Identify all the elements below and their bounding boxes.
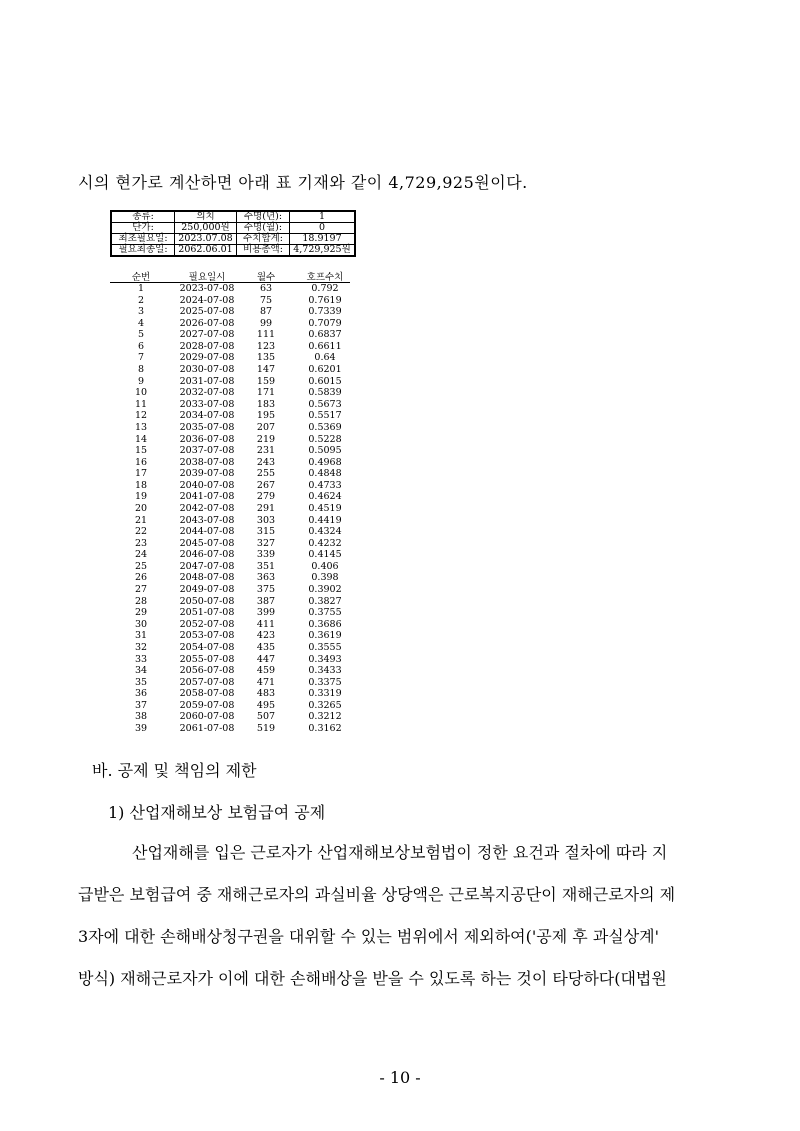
- row-date: 2043-07-08: [179, 514, 235, 526]
- row-seq: 23: [134, 537, 148, 549]
- row-seq: 30: [134, 618, 148, 630]
- table-row: [110, 352, 350, 364]
- row-coefficient: 0.7619: [308, 294, 342, 306]
- column-header: 필요일시: [188, 272, 226, 283]
- table-row: [110, 607, 350, 619]
- row-date: 2056-07-08: [179, 665, 235, 677]
- table-row: [110, 665, 350, 677]
- row-coefficient: 0.3902: [308, 584, 342, 596]
- row-months: 387: [256, 595, 276, 607]
- row-coefficient: 0.5095: [308, 445, 342, 457]
- row-seq: 20: [134, 502, 148, 514]
- table-row: [110, 306, 350, 318]
- table-row: [110, 572, 350, 584]
- table-row: [110, 318, 350, 330]
- row-seq: 8: [137, 364, 145, 376]
- row-seq: 25: [134, 560, 148, 572]
- row-date: 2041-07-08: [179, 491, 235, 503]
- row-months: 207: [256, 421, 276, 433]
- paragraph-line: 방식) 재해근로자가 이에 대한 손해배상을 받을 수 있도록 하는 것이 타당하다(대법원: [78, 969, 667, 988]
- table-row: [110, 642, 350, 654]
- row-date: 2052-07-08: [179, 618, 235, 630]
- row-seq: 11: [134, 398, 148, 410]
- row-date: 2029-07-08: [179, 352, 235, 364]
- row-months: 435: [256, 641, 276, 653]
- row-seq: 14: [134, 433, 148, 445]
- row-coefficient: 0.792: [311, 283, 339, 294]
- summary-cell: 필요최종일:: [111, 245, 175, 257]
- row-seq: 6: [137, 340, 145, 352]
- row-coefficient: 0.6611: [308, 340, 342, 352]
- summary-cell: 수명(년):: [237, 211, 290, 223]
- table-row: [110, 457, 350, 469]
- row-coefficient: 0.4232: [308, 537, 342, 549]
- table-row: [110, 584, 350, 596]
- row-seq: 5: [137, 329, 145, 341]
- table-row: [110, 491, 350, 503]
- row-date: 2024-07-08: [179, 294, 235, 306]
- row-months: 111: [256, 329, 276, 341]
- summary-cell: 수명(월):: [237, 223, 290, 234]
- row-date: 2055-07-08: [179, 653, 235, 665]
- row-date: 2048-07-08: [179, 572, 235, 584]
- row-months: 351: [256, 560, 276, 572]
- table-row: [110, 422, 350, 434]
- row-date: 2044-07-08: [179, 526, 235, 538]
- row-date: 2031-07-08: [179, 375, 235, 387]
- row-seq: 38: [134, 711, 148, 723]
- row-months: 147: [256, 364, 276, 376]
- table-row: [110, 480, 350, 492]
- row-date: 2054-07-08: [179, 641, 235, 653]
- row-date: 2038-07-08: [179, 456, 235, 468]
- row-seq: 24: [134, 549, 148, 561]
- table-row: [110, 376, 350, 388]
- row-coefficient: 0.3212: [308, 711, 342, 723]
- row-months: 135: [256, 352, 276, 364]
- row-coefficient: 0.4624: [308, 491, 342, 503]
- row-months: 459: [256, 665, 276, 677]
- table-row: [110, 410, 350, 422]
- summary-cell: 의치: [175, 211, 237, 223]
- summary-table: [110, 210, 356, 257]
- row-months: 279: [256, 491, 276, 503]
- row-coefficient: 0.3827: [308, 595, 342, 607]
- row-coefficient: 0.3433: [308, 665, 342, 677]
- row-months: 63: [259, 283, 273, 294]
- row-months: 339: [256, 549, 276, 561]
- row-seq: 19: [134, 491, 148, 503]
- summary-cell: 0: [290, 223, 356, 234]
- row-date: 2053-07-08: [179, 630, 235, 642]
- row-months: 495: [256, 699, 276, 711]
- section-heading: 바. 공제 및 책임의 제한: [92, 761, 257, 780]
- row-seq: 22: [134, 526, 148, 538]
- row-months: 231: [256, 445, 276, 457]
- row-date: 2039-07-08: [179, 468, 235, 480]
- row-coefficient: 0.6201: [308, 364, 342, 376]
- row-date: 2040-07-08: [179, 479, 235, 491]
- row-date: 2060-07-08: [179, 711, 235, 723]
- table-row: [110, 515, 350, 527]
- row-seq: 7: [137, 352, 145, 364]
- paragraph-line: 급받은 보험급여 중 재해근로자의 과실비율 상당액은 근로복지공단이 재해근로자의 제: [78, 885, 676, 904]
- row-date: 2059-07-08: [179, 699, 235, 711]
- row-coefficient: 0.6837: [308, 329, 342, 341]
- summary-cell: 종류:: [111, 211, 175, 223]
- row-seq: 36: [134, 688, 148, 700]
- table-row: [110, 468, 350, 480]
- row-months: 183: [256, 398, 276, 410]
- table-row: [110, 688, 350, 700]
- summary-cell: 2062.06.01: [175, 245, 237, 257]
- row-coefficient: 0.3162: [308, 722, 342, 734]
- row-coefficient: 0.3493: [308, 653, 342, 665]
- row-seq: 27: [134, 584, 148, 596]
- row-coefficient: 0.3319: [308, 688, 342, 700]
- table-row: [110, 364, 350, 376]
- row-date: 2047-07-08: [179, 560, 235, 572]
- row-months: 303: [256, 514, 276, 526]
- row-months: 483: [256, 688, 276, 700]
- row-seq: 12: [134, 410, 148, 422]
- row-seq: 3: [137, 306, 145, 318]
- row-coefficient: 0.4733: [308, 479, 342, 491]
- row-seq: 21: [134, 514, 148, 526]
- summary-row: [111, 211, 355, 223]
- row-months: 219: [256, 433, 276, 445]
- table-row: [110, 503, 350, 515]
- row-coefficient: 0.3686: [308, 618, 342, 630]
- row-months: 375: [256, 584, 276, 596]
- row-coefficient: 0.3619: [308, 630, 342, 642]
- row-date: 2057-07-08: [179, 676, 235, 688]
- summary-cell: 수치합계:: [237, 234, 290, 245]
- row-date: 2032-07-08: [179, 387, 235, 399]
- row-coefficient: 0.6015: [308, 375, 342, 387]
- summary-cell: 18.9197: [290, 234, 356, 245]
- row-seq: 26: [134, 572, 148, 584]
- summary-cell: 2023.07.08: [175, 234, 237, 245]
- row-date: 2050-07-08: [179, 595, 235, 607]
- row-date: 2025-07-08: [179, 306, 235, 318]
- row-date: 2051-07-08: [179, 607, 235, 619]
- row-date: 2026-07-08: [179, 317, 235, 329]
- summary-cell: 비용총액:: [237, 245, 290, 257]
- row-coefficient: 0.64: [314, 352, 336, 364]
- row-months: 75: [259, 294, 273, 306]
- row-coefficient: 0.4968: [308, 456, 342, 468]
- table-row: [110, 619, 350, 631]
- row-seq: 33: [134, 653, 148, 665]
- row-date: 2058-07-08: [179, 688, 235, 700]
- row-coefficient: 0.4324: [308, 526, 342, 538]
- row-date: 2030-07-08: [179, 364, 235, 376]
- row-months: 471: [256, 676, 276, 688]
- row-coefficient: 0.7339: [308, 306, 342, 318]
- table-row: [110, 399, 350, 411]
- column-header: 순번: [131, 272, 151, 283]
- row-seq: 4: [137, 317, 145, 329]
- row-months: 291: [256, 502, 276, 514]
- row-months: 171: [256, 387, 276, 399]
- row-coefficient: 0.4848: [308, 468, 342, 480]
- row-seq: 31: [134, 630, 148, 642]
- row-coefficient: 0.5369: [308, 421, 342, 433]
- row-coefficient: 0.3375: [308, 676, 342, 688]
- page-number: - 10 -: [379, 1068, 421, 1087]
- row-months: 327: [256, 537, 276, 549]
- row-coefficient: 0.5839: [308, 387, 342, 399]
- row-months: 399: [256, 607, 276, 619]
- row-seq: 34: [134, 665, 148, 677]
- row-date: 2036-07-08: [179, 433, 235, 445]
- summary-row: [111, 245, 355, 257]
- table-row: [110, 700, 350, 712]
- row-months: 243: [256, 456, 276, 468]
- subsection-heading: 1) 산업재해보상 보험급여 공제: [108, 803, 326, 822]
- row-seq: 18: [134, 479, 148, 491]
- summary-cell: 4,729,925원: [290, 245, 356, 257]
- schedule-header: [110, 269, 350, 283]
- row-coefficient: 0.5228: [308, 433, 342, 445]
- summary-cell: 단가:: [111, 223, 175, 234]
- row-months: 195: [256, 410, 276, 422]
- row-coefficient: 0.3555: [308, 641, 342, 653]
- row-date: 2033-07-08: [179, 398, 235, 410]
- table-row: [110, 549, 350, 561]
- row-seq: 37: [134, 699, 148, 711]
- summary-cell: 250,000원: [175, 223, 237, 234]
- row-seq: 32: [134, 641, 148, 653]
- row-coefficient: 0.5517: [308, 410, 342, 422]
- table-row: [110, 654, 350, 666]
- row-date: 2034-07-08: [179, 410, 235, 422]
- row-seq: 13: [134, 421, 148, 433]
- column-header: 호프수치: [306, 272, 344, 283]
- row-date: 2049-07-08: [179, 584, 235, 596]
- row-coefficient: 0.4145: [308, 549, 342, 561]
- row-months: 411: [256, 618, 276, 630]
- table-row: [110, 538, 350, 550]
- row-months: 315: [256, 526, 276, 538]
- schedule-table: [110, 283, 350, 735]
- row-date: 2023-07-08: [179, 283, 235, 294]
- row-seq: 10: [134, 387, 148, 399]
- row-coefficient: 0.4419: [308, 514, 342, 526]
- row-coefficient: 0.3265: [308, 699, 342, 711]
- table-row: [110, 596, 350, 608]
- row-seq: 17: [134, 468, 148, 480]
- row-seq: 35: [134, 676, 148, 688]
- paragraph-line: 산업재해를 입은 근로자가 산업재해보상보험법이 정한 요건과 절차에 따라 지: [132, 843, 668, 862]
- row-seq: 15: [134, 445, 148, 457]
- table-row: [110, 526, 350, 538]
- table-row: [110, 630, 350, 642]
- row-seq: 28: [134, 595, 148, 607]
- row-seq: 29: [134, 607, 148, 619]
- column-header: 월수: [256, 272, 276, 283]
- table-row: [110, 445, 350, 457]
- table-row: [110, 434, 350, 446]
- table-row: [110, 677, 350, 689]
- table-row: [110, 329, 350, 341]
- row-date: 2027-07-08: [179, 329, 235, 341]
- row-coefficient: 0.3755: [308, 607, 342, 619]
- row-coefficient: 0.4519: [308, 502, 342, 514]
- row-seq: 9: [137, 375, 145, 387]
- row-date: 2035-07-08: [179, 421, 235, 433]
- paragraph-line: 3자에 대한 손해배상청구권을 대위할 수 있는 범위에서 제외하여('공제 후 과실상계': [78, 927, 660, 946]
- row-coefficient: 0.406: [311, 560, 339, 572]
- row-seq: 2: [137, 294, 145, 306]
- row-months: 159: [256, 375, 276, 387]
- summary-row: [111, 234, 355, 245]
- table-row: [110, 387, 350, 399]
- row-date: 2037-07-08: [179, 445, 235, 457]
- row-months: 519: [256, 722, 276, 734]
- row-months: 447: [256, 653, 276, 665]
- table-row: [110, 341, 350, 353]
- row-seq: 39: [134, 722, 148, 734]
- row-months: 423: [256, 630, 276, 642]
- summary-row: [111, 223, 355, 234]
- row-date: 2046-07-08: [179, 549, 235, 561]
- row-months: 363: [256, 572, 276, 584]
- row-date: 2061-07-08: [179, 722, 235, 734]
- table-row: [110, 295, 350, 307]
- row-months: 87: [259, 306, 273, 318]
- summary-cell: 1: [290, 211, 356, 223]
- row-coefficient: 0.5673: [308, 398, 342, 410]
- table-row: [110, 283, 350, 295]
- table-row: [110, 561, 350, 573]
- row-seq: 16: [134, 456, 148, 468]
- row-date: 2028-07-08: [179, 340, 235, 352]
- row-months: 267: [256, 479, 276, 491]
- row-date: 2042-07-08: [179, 502, 235, 514]
- intro-text: 시의 현가로 계산하면 아래 표 기재와 같이 4,729,925원이다.: [78, 173, 528, 192]
- row-months: 99: [259, 317, 273, 329]
- row-coefficient: 0.398: [311, 572, 339, 584]
- table-row: [110, 723, 350, 735]
- table-row: [110, 711, 350, 723]
- row-months: 507: [256, 711, 276, 723]
- row-date: 2045-07-08: [179, 537, 235, 549]
- row-months: 123: [256, 340, 276, 352]
- row-months: 255: [256, 468, 276, 480]
- row-seq: 1: [137, 283, 145, 294]
- row-coefficient: 0.7079: [308, 317, 342, 329]
- summary-cell: 최초필요일:: [111, 234, 175, 245]
